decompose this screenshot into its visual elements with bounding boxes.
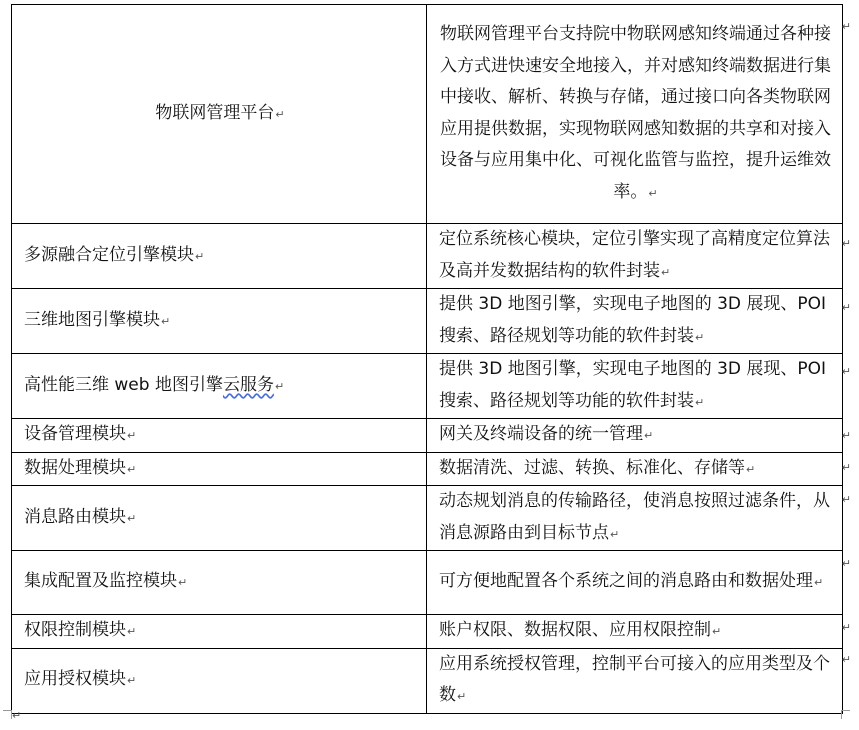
table-row <box>12 648 843 713</box>
row-end-mark-icon: ↵ <box>841 493 851 506</box>
paragraph-mark-icon: ↵ <box>712 625 722 638</box>
module-desc-cell[interactable] <box>427 5 843 224</box>
row-end-mark-icon: ↵ <box>841 301 851 314</box>
paragraph-mark-icon: ↵ <box>127 625 137 638</box>
module-desc: 数据清洗、过滤、转换、标准化、存储等 <box>439 457 745 478</box>
module-name-cell[interactable] <box>12 648 427 713</box>
paragraph-mark-icon: ↵ <box>695 395 705 409</box>
module-desc: 可方便地配置各个系统之间的消息路由和数据处理 <box>439 571 813 592</box>
module-desc-cell[interactable] <box>427 551 843 615</box>
module-desc-cell[interactable] <box>427 648 843 713</box>
module-desc: 动态规划消息的传输路径，使消息按照过滤条件，从消息源路由到目标节点 <box>439 491 830 543</box>
paragraph-mark-icon: ↵ <box>127 462 137 476</box>
module-desc-cell[interactable] <box>427 419 843 453</box>
module-desc: 账户权限、数据权限、应用权限控制 <box>439 620 711 640</box>
paragraph-mark-icon: ↵ <box>746 462 756 476</box>
module-name: 数据处理模块 <box>24 457 126 478</box>
paragraph-mark-icon: ↵ <box>457 690 467 703</box>
module-desc-cell[interactable] <box>427 615 843 649</box>
module-desc: 物联网管理平台支持院中物联网感知终端通过各种接入方式进快速安全地接入，并对感知终端数据进行集中接收、解析、转换与存储，通过接口向各类物联网应用提供数据，实现物联网感知数据的共享和对接入设备与应用集中化、可视化监管与监控，提升运维效率。 <box>440 24 831 202</box>
paragraph-mark-icon: ↵ <box>610 527 620 541</box>
paragraph-mark-icon: ↵ <box>127 511 137 525</box>
paragraph-mark-icon: ↵ <box>12 709 22 722</box>
table-row <box>12 452 843 486</box>
row-end-mark-icon: ↵ <box>841 653 851 666</box>
row-end-mark-icon: ↵ <box>841 20 851 33</box>
table-row <box>12 224 843 289</box>
paragraph-mark-icon: ↵ <box>648 186 658 200</box>
module-name: 三维地图引擎模块 <box>24 309 160 330</box>
module-name: 集成配置及监控模块 <box>24 571 177 592</box>
document-page <box>11 4 843 714</box>
module-name-cell[interactable] <box>12 452 427 486</box>
module-desc: 提供 3D 地图引擎，实现电子地图的 3D 展现、POI 搜索、路径规划等功能的软件封装 <box>439 359 827 411</box>
paragraph-mark-icon: ↵ <box>127 429 137 442</box>
module-name-cell[interactable] <box>12 5 427 224</box>
module-name: 权限控制模块 <box>24 620 126 640</box>
table-row <box>12 615 843 649</box>
paragraph-mark-icon: ↵ <box>661 265 671 279</box>
row-end-mark-icon: ↵ <box>841 429 851 442</box>
paragraph-mark-icon: ↵ <box>644 429 654 442</box>
paragraph-mark-icon: ↵ <box>195 249 205 263</box>
module-desc: 网关及终端设备的统一管理 <box>439 424 643 444</box>
module-desc-cell[interactable] <box>427 224 843 289</box>
module-name: 物联网管理平台 <box>155 102 275 123</box>
module-desc-cell[interactable] <box>427 354 843 419</box>
module-desc: 应用系统授权管理，控制平台可接入的应用类型及个数 <box>439 653 830 705</box>
module-name: 消息路由模块 <box>24 506 126 527</box>
module-name-cell[interactable] <box>12 486 427 551</box>
margin-corner-icon <box>3 710 12 719</box>
paragraph-mark-icon: ↵ <box>178 576 188 590</box>
paragraph-mark-icon: ↵ <box>275 107 285 121</box>
paragraph-mark-icon: ↵ <box>274 379 285 393</box>
module-name-cell[interactable] <box>12 615 427 649</box>
table-row <box>12 551 843 615</box>
paragraph-mark-icon: ↵ <box>161 314 171 328</box>
module-name: 应用授权模块 <box>24 669 126 690</box>
paragraph-mark-icon: ↵ <box>814 576 824 590</box>
margin-corner-icon <box>841 710 850 719</box>
module-desc-cell[interactable] <box>427 486 843 551</box>
spellcheck-flagged-word[interactable]: 云服务 <box>222 374 274 395</box>
module-name: 设备管理模块 <box>24 424 126 444</box>
module-desc-cell[interactable] <box>427 452 843 486</box>
module-name-cell[interactable] <box>12 419 427 453</box>
table-row <box>12 5 843 224</box>
table-row <box>12 289 843 354</box>
module-name-cell[interactable] <box>12 224 427 289</box>
module-desc: 定位系统核心模块，定位引擎实现了高精度定位算法及高并发数据结构的软件封装 <box>439 229 830 281</box>
paragraph-mark-icon: ↵ <box>695 330 705 344</box>
paragraph-mark-icon: ↵ <box>127 674 137 688</box>
table-row <box>12 486 843 551</box>
module-desc-cell[interactable] <box>427 289 843 354</box>
row-end-mark-icon: ↵ <box>841 621 851 634</box>
row-end-mark-icon: ↵ <box>841 237 851 250</box>
module-table <box>11 4 843 714</box>
module-name-cell[interactable] <box>12 551 427 615</box>
table-row <box>12 419 843 453</box>
module-desc: 提供 3D 地图引擎，实现电子地图的 3D 展现、POI 搜索、路径规划等功能的软件封装 <box>439 294 827 346</box>
row-end-mark-icon: ↵ <box>841 365 851 378</box>
table-row <box>12 354 843 419</box>
module-name: 高性能三维 web 地图引擎 <box>24 374 223 395</box>
module-name-cell[interactable] <box>12 354 427 419</box>
module-name: 多源融合定位引擎模块 <box>24 244 194 265</box>
module-name-cell[interactable] <box>12 289 427 354</box>
row-end-mark-icon: ↵ <box>841 557 851 570</box>
row-end-mark-icon: ↵ <box>841 461 851 474</box>
